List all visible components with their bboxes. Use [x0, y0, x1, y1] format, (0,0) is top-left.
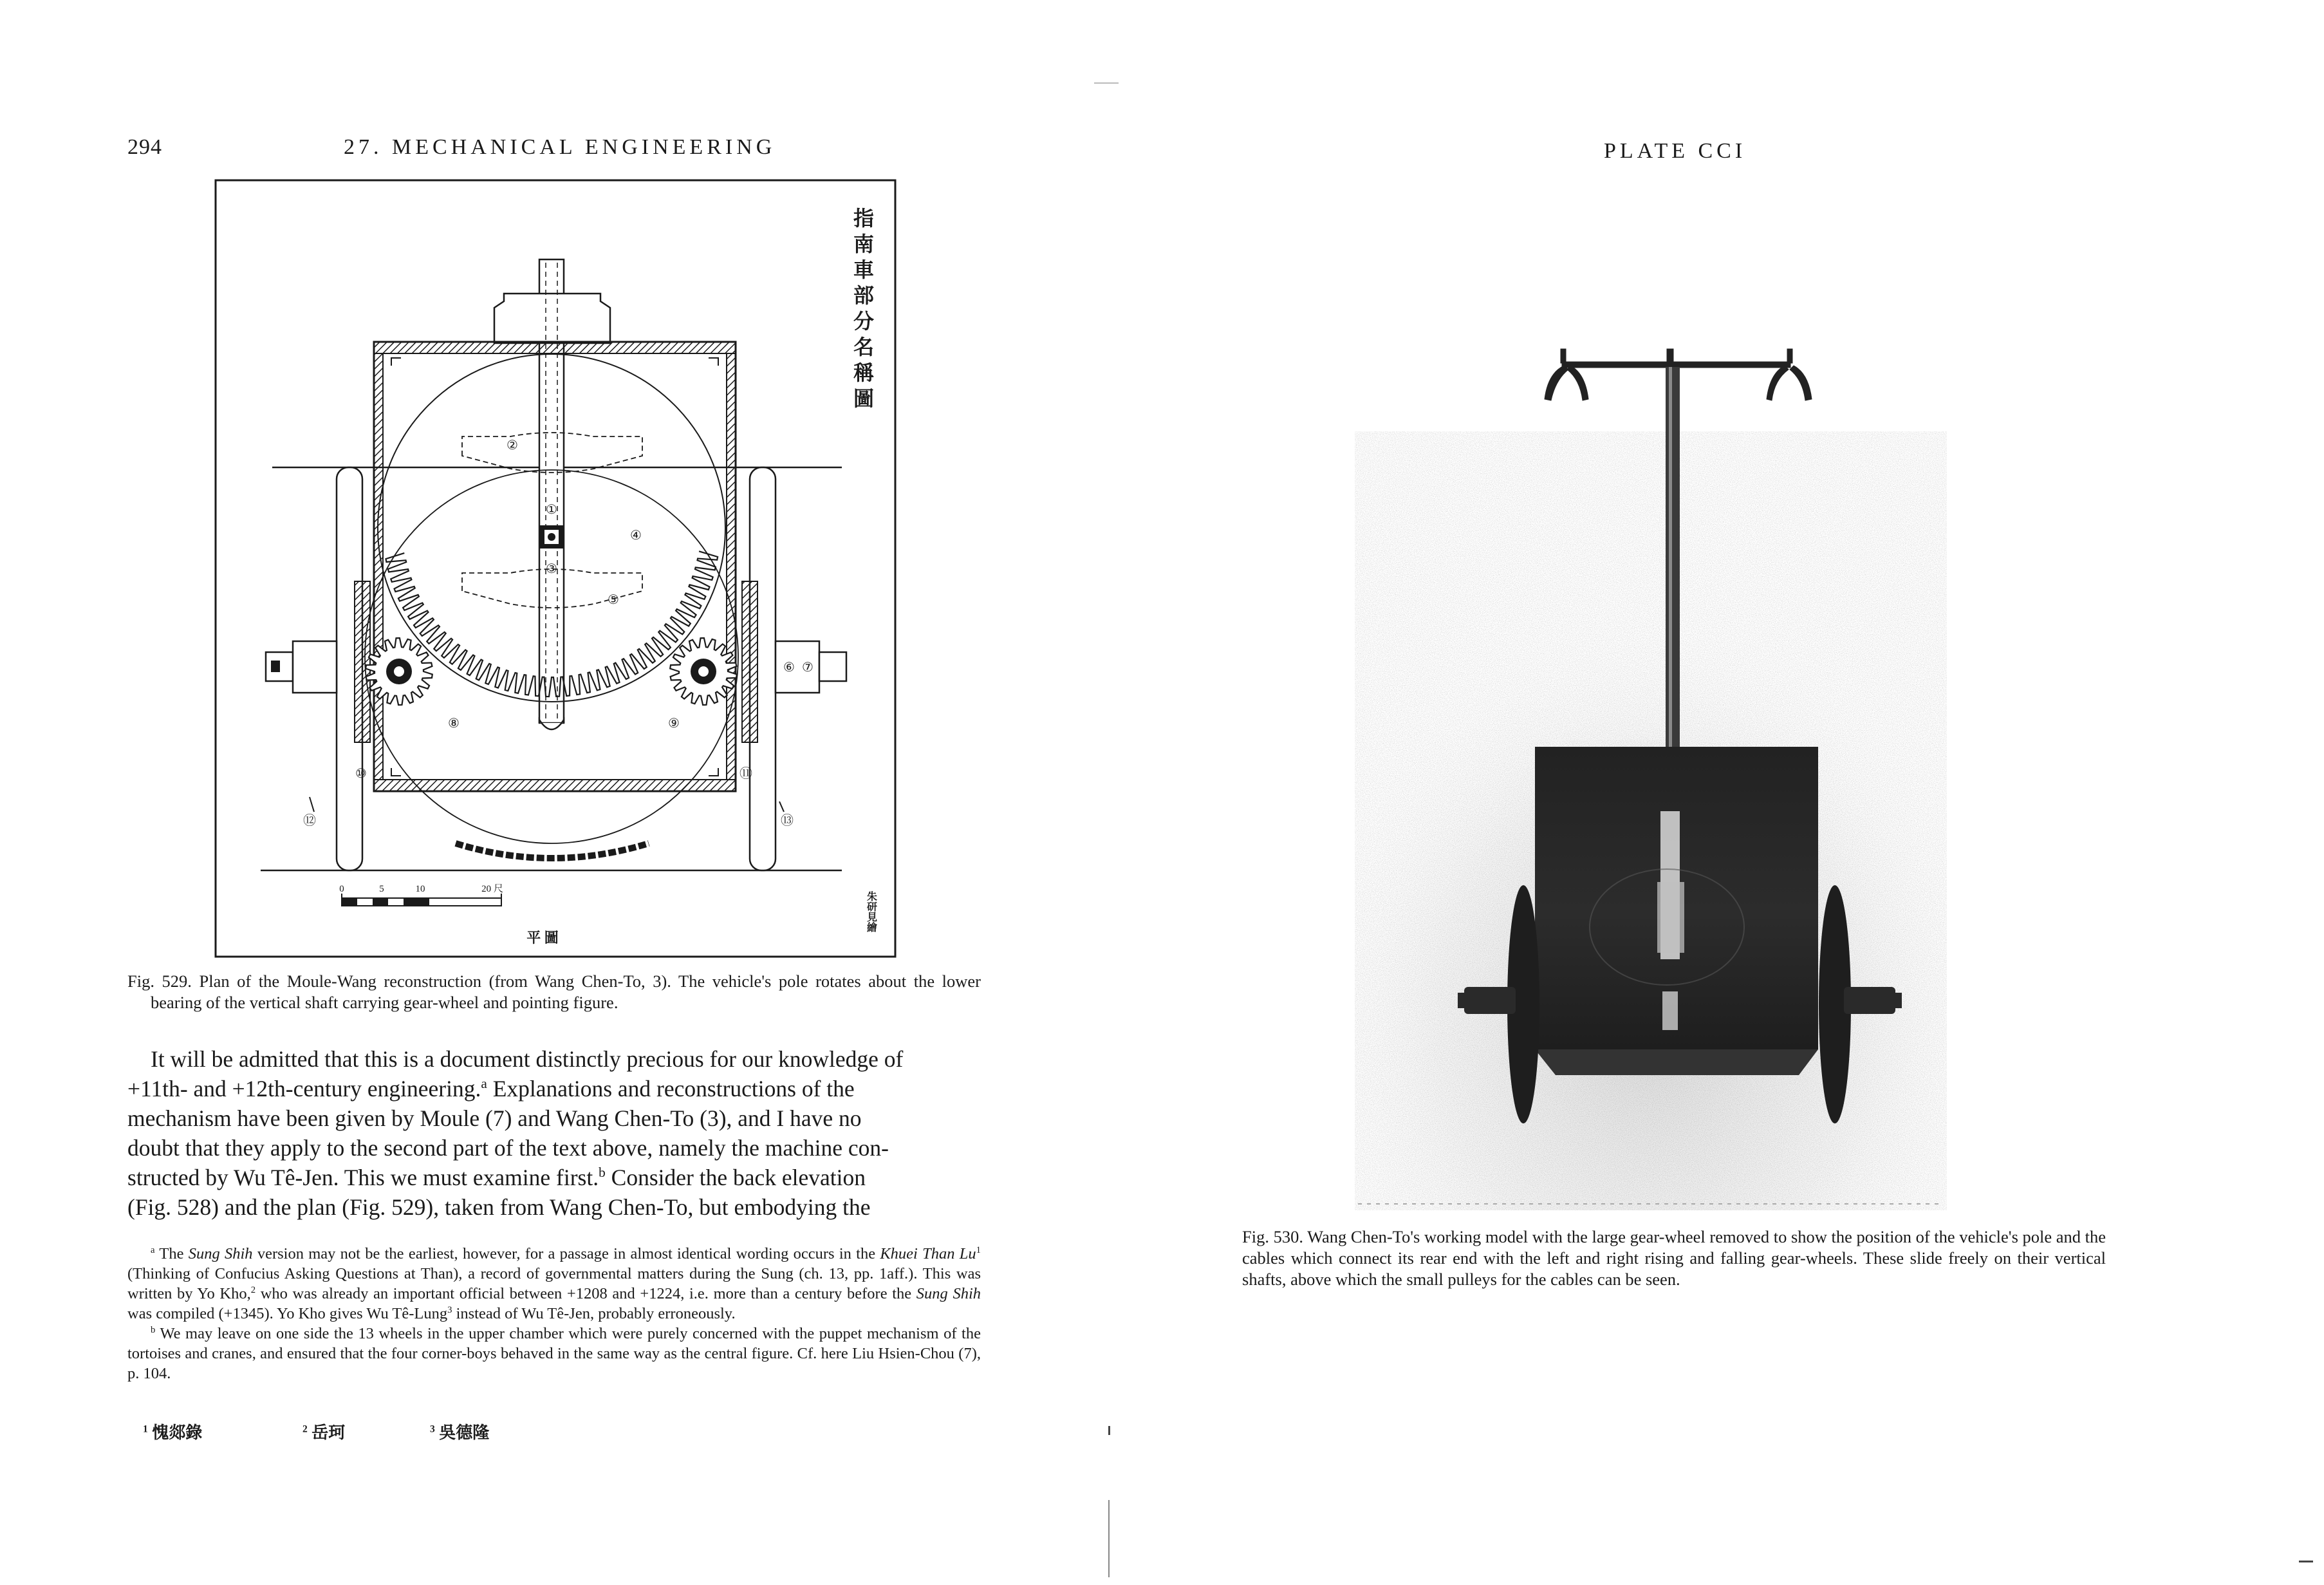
body-line-5: structed by Wu Tê-Jen. This we must examine first.$^b$ Consider the back elevation	[127, 1165, 866, 1190]
scale-tick-20: 20 尺	[481, 884, 503, 894]
pinion-bore	[394, 666, 404, 677]
body-line-2: +11th- and +12th-century engineering.$^a$ Explanations and reconstructions of the	[127, 1076, 855, 1102]
marker-8: ⑧	[448, 717, 460, 731]
scale-tick-10: 10	[415, 884, 425, 894]
marker-12: ⑫	[303, 814, 316, 828]
scale-bar	[339, 883, 503, 906]
marker-1: ①	[546, 503, 557, 517]
marker-10: ⑩	[355, 767, 367, 781]
plan-diagram	[214, 179, 897, 958]
pinion-bore	[698, 666, 709, 677]
footnote-b: $^b$ We may leave on one side the 13 wheels in the upper chamber which were purely concerned with the puppet mechanism of the tortoises and cranes, and ensured that the four corner-boys behaved in the same way as the central figure. Cf. here Liu Hsien-Chou (7), p. 104.	[127, 1324, 981, 1382]
vehicle-pole	[494, 259, 610, 729]
left-axle	[266, 641, 337, 693]
figure-bottom-label: 平 圖	[526, 930, 559, 946]
body-line-3: mechanism have been given by Moule (7) and Wang Chen-To (3), and I have no	[127, 1105, 862, 1131]
marker-6: ⑥	[783, 661, 795, 675]
right-hub	[1844, 987, 1895, 1014]
photograph-530	[1355, 335, 1947, 1210]
body-line-6: (Fig. 528) and the plan (Fig. 529), taken from Wang Chen-To, but embodying the	[127, 1194, 871, 1220]
plate-title: PLATE CCI	[1604, 139, 1747, 163]
char-note-1: $^1$ 愧郯錄	[143, 1423, 203, 1442]
marker-5: ⑤	[608, 593, 619, 607]
marker-7: ⑦	[802, 661, 813, 675]
cart-underside	[1535, 1049, 1818, 1075]
right-gear-rim	[742, 581, 758, 742]
figure-vertical-title: 指南車部分名稱圖	[851, 207, 874, 413]
char-note-3: $^3$ 吳德隆	[430, 1423, 490, 1442]
running-head: 27. MECHANICAL ENGINEERING	[344, 135, 776, 159]
figure-529	[214, 179, 897, 958]
scale-tick-5: 5	[379, 884, 384, 894]
footnotes	[127, 1244, 981, 1383]
figure-530-caption: Fig. 530. Wang Chen-To's working model with the large gear-wheel removed to show the position of the vehicle's pole and the cables which connect its rear end with the left and right rising and falling gear-wheels. These slide freely on their vertical shafts, above which the small pulleys for the cables can be seen.	[1242, 1227, 2106, 1289]
page-number: 294	[127, 135, 162, 159]
scale-tick-0: 0	[339, 884, 344, 894]
gutter-mark-top	[1094, 82, 1119, 84]
body-text	[127, 1044, 981, 1222]
marker-2: ②	[507, 438, 518, 453]
gutter-line	[1108, 1500, 1110, 1577]
left-gear-rim	[355, 581, 370, 742]
left-hub	[1464, 987, 1516, 1014]
gutter-mark-middle	[1108, 1426, 1110, 1435]
marker-9: ⑨	[668, 717, 680, 731]
figure-seal: 朱研見繪	[865, 891, 877, 932]
central-bearing	[540, 525, 563, 549]
footnote-ref-a: a	[481, 1076, 487, 1092]
marker-11: ⑪	[739, 767, 752, 781]
marker-4: ④	[630, 529, 642, 543]
footnote-ref-b: b	[599, 1165, 606, 1181]
char-note-2: $^2$ 岳珂	[302, 1423, 346, 1442]
marker-13: ⑬	[781, 814, 794, 828]
marker-3: ③	[546, 562, 557, 576]
body-line-4: doubt that they apply to the second part of the text above, namely the machine con-	[127, 1135, 889, 1161]
arc-label-strip	[456, 843, 649, 858]
figure-529-caption: Fig. 529. Plan of the Moule-Wang reconstruction (from Wang Chen-To, 3). The vehicle's pole rotates about the lower bearing of the vertical shaft carrying gear-wheel and pointing figure.	[127, 971, 981, 1012]
edge-mark	[2299, 1561, 2313, 1562]
body-line-1: It will be admitted that this is a document distinctly precious for our knowledge of	[151, 1046, 904, 1072]
model-photo	[1355, 335, 1947, 1210]
footnote-a: $^a$ The Sung Shih version may not be the earliest, however, for a passage in almost identical wording occurs in the Khuei Than Lu$^1$ (Thinking of Confucius Asking Questions at Than), a record of governmental matters during the Sung (ch. 13, pp. 1aff.). This was written by Yo Kho,$^2$ who was already an important official between +1208 and +1224, i.e. more than a century before the Sung Shih was compiled (+1345). Yo Kho gives Wu Tê-Lung$^3$ instead of Wu Tê-Jen, probably erroneously.	[127, 1244, 981, 1322]
